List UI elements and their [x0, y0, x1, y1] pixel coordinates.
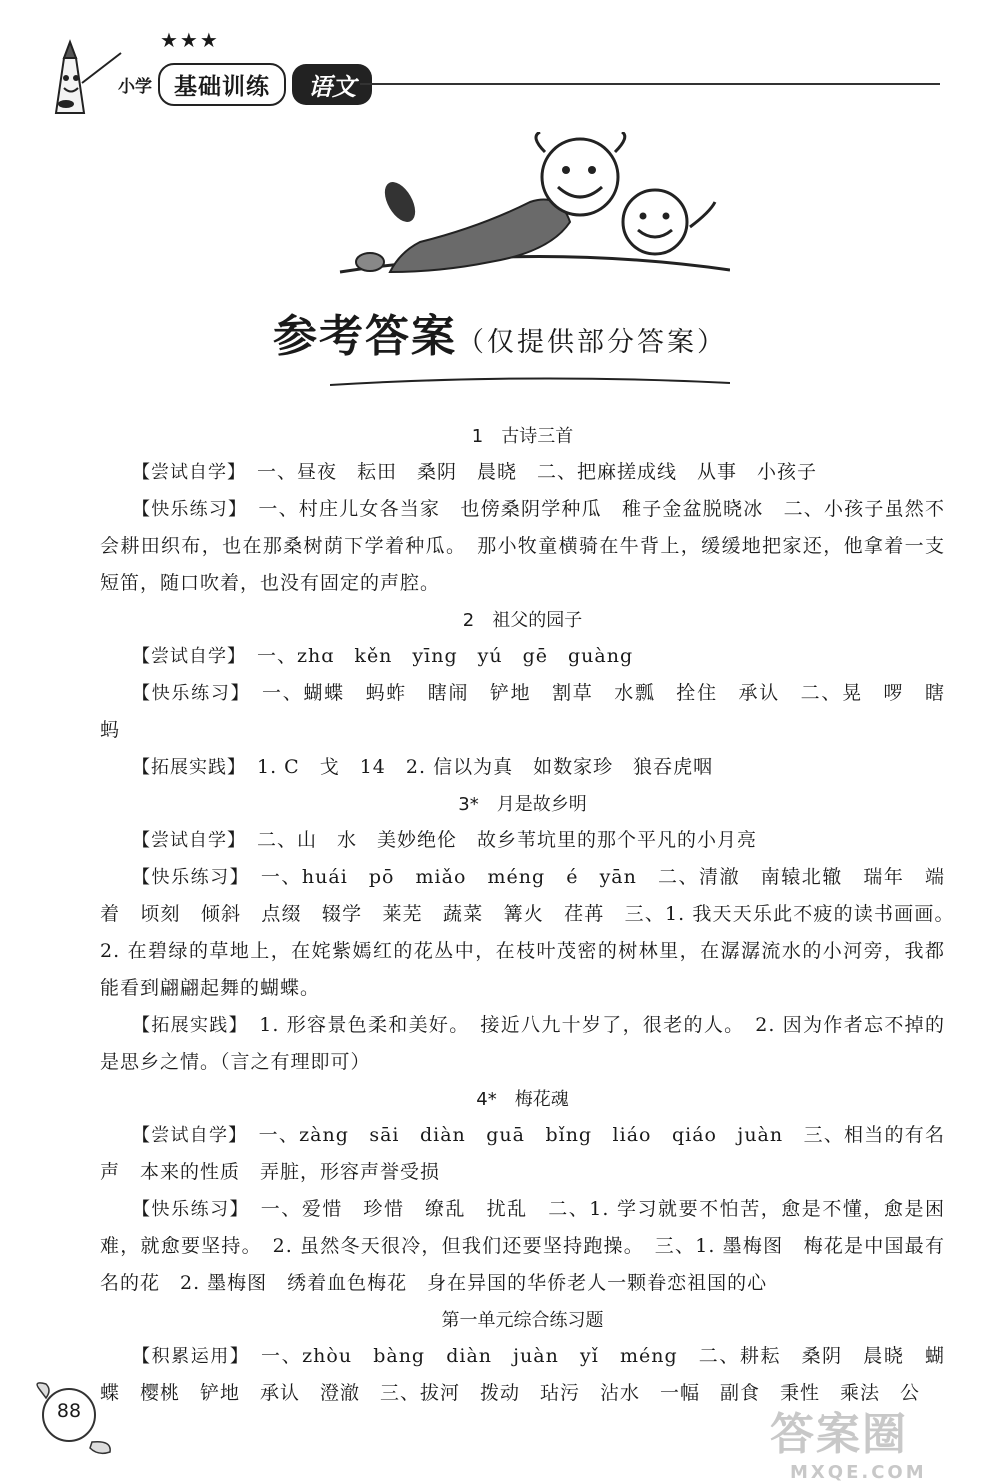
answer-paragraph — [100, 1117, 945, 1191]
answer-text: 一、村庄儿女各当家 也傍桑阴学种瓜 稚子金盆脱晓冰 二、小孩子虽然不会耕田织布，也在那桑树荫下学着种瓜。 那小牧童横骑在牛背上，缓缓地把家还，他拿着一支短笛，随口吹着，也没有固定的声腔。 — [100, 498, 945, 594]
exercise-tag: 【尝试自学】 — [132, 646, 237, 667]
section-number: 1 — [471, 426, 484, 447]
answer-text: 一、昼夜 耘田 桑阴 晨晓 二、把麻搓成线 从事 小孩子 — [257, 461, 818, 483]
watermark — [770, 1398, 970, 1483]
series-banner — [112, 62, 372, 106]
watermark-line2: MXQE.COM — [790, 1462, 927, 1483]
section-title — [100, 788, 945, 822]
exercise-tag: 【快乐练习】 — [132, 683, 242, 704]
exercise-tag: 【快乐练习】 — [132, 1199, 241, 1220]
answer-text: 一、爱惜 珍惜 缭乱 扰乱 二、1. 学习就要不怕苦，愈是不懂，愈是困难，就愈要坚持。 2. 虽然冬天很冷，但我们还要坚持跑操。 三、1. 墨梅图 梅花是中国最有名的花 2. 墨梅图 绣着血色梅花 身在异国的华侨老人一颗眷恋祖国的心 — [100, 1198, 945, 1294]
section-name: 梅花魂 — [514, 1089, 569, 1110]
answer-text: 一、zhòu bàng diàn juàn yǐ méng 二、耕耘 桑阴 晨晓 蝴蝶 樱桃 铲地 承认 澄澈 三、拔河 拨动 玷污 沾水 一幅 副食 秉性 乘法 公 — [100, 1345, 946, 1404]
exercise-tag: 【拓展实践】 — [132, 757, 237, 778]
section-name: 古诗三首 — [501, 426, 574, 447]
section-title — [100, 604, 945, 638]
answer-text: 一、zhɑ kěn yīng yú gē guàng — [257, 645, 634, 667]
section-number: 3* — [458, 794, 479, 815]
answer-text: 一、蝴蝶 蚂蚱 瞎闹 铲地 割草 水瓢 拴住 承认 二、晃 啰 瞎 蚂 — [100, 682, 965, 741]
title-subtitle: （仅提供部分答案） — [457, 327, 727, 358]
answer-text: 一、huái pō miǎo méng é yān 二、清澈 南辕北辙 瑞年 端着 顷刻 倾斜 点缀 辍学 莱芜 蔬菜 篝火 荏苒 三、1. 我天天乐此不疲的读书画画。 2. 在碧绿的草地上，在姹紫嫣红的花丛中，在枝叶茂密的树林里，在潺潺流水的小河旁，我都能看到翩翩起舞的蝴蝶。 — [100, 866, 966, 999]
exercise-tag: 【尝试自学】 — [132, 462, 237, 483]
stars-icon: ★★★ — [160, 28, 220, 52]
answer-text: 1. 形容景色柔和美好。 接近八九十岁了，很老的人。 2. 因为作者忘不掉的是思乡之情。（言之有理即可） — [100, 1014, 945, 1073]
exercise-tag: 【尝试自学】 — [132, 830, 237, 851]
answer-text: 一、zàng sāi diàn guā bǐng liáo qiáo juàn 三、相当的有名声 本来的性质 弄脏，形容声誉受损 — [100, 1124, 946, 1183]
children-illustration — [330, 132, 730, 296]
answer-paragraph — [100, 454, 945, 491]
exercise-tag: 【快乐练习】 — [132, 499, 239, 520]
section-title — [100, 1083, 945, 1117]
section-number: 4* — [476, 1089, 497, 1110]
answer-title — [0, 300, 1000, 364]
exercise-tag: 【积累运用】 — [132, 1346, 241, 1367]
page-number-badge — [32, 1380, 122, 1460]
answer-paragraph — [100, 638, 945, 675]
title-main: 参考答案 — [273, 311, 457, 362]
answer-text: 二、山 水 美妙绝伦 故乡苇坑里的那个平凡的小月亮 — [257, 829, 758, 851]
page-number: 88 — [56, 1400, 82, 1422]
answer-paragraph — [100, 859, 966, 1007]
series-title: 基础训练 — [158, 63, 286, 106]
exercise-tag: 【拓展实践】 — [132, 1015, 239, 1036]
section-name: 第一单元综合练习题 — [441, 1310, 604, 1331]
section-title — [100, 1304, 945, 1338]
answer-text: 1. C 戈 14 2. 信以为真 如数家珍 狼吞虎咽 — [257, 756, 714, 778]
header-rule — [360, 83, 940, 85]
answer-paragraph — [100, 749, 945, 786]
section-number: 2 — [462, 610, 475, 631]
section-name: 祖父的园子 — [492, 610, 583, 631]
answer-paragraph — [100, 1191, 945, 1302]
answer-paragraph — [100, 491, 945, 602]
exercise-tag: 【尝试自学】 — [132, 1125, 239, 1146]
section-title — [100, 420, 945, 454]
watermark-line1: 答案圈 — [770, 1409, 908, 1460]
level-label: 小学 — [118, 76, 152, 97]
exercise-tag: 【快乐练习】 — [132, 867, 241, 888]
title-underline — [330, 375, 730, 389]
answer-paragraph — [100, 1007, 945, 1081]
answer-paragraph — [100, 822, 945, 859]
section-name: 月是故乡明 — [496, 794, 587, 815]
answer-content — [100, 418, 966, 1412]
subject-label: 语文 — [292, 64, 372, 105]
answer-paragraph — [100, 675, 965, 749]
